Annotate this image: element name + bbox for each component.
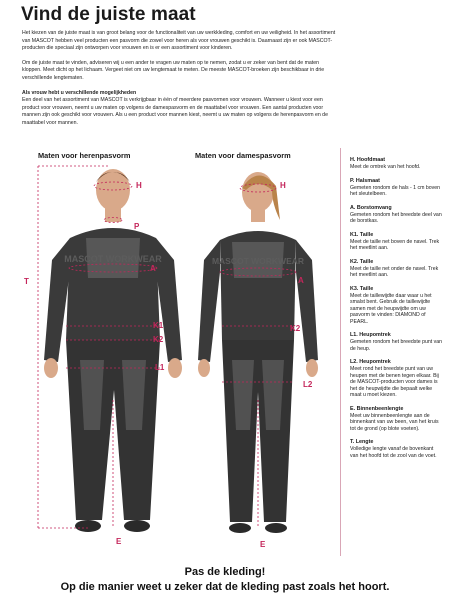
legend-text: Meet de omtrek van het hoofd. bbox=[350, 164, 421, 170]
legend-title: T. Lengte bbox=[350, 439, 374, 445]
legend-title: E. Binnenbeenlengte bbox=[350, 405, 404, 412]
legend-item-inseam bbox=[350, 406, 442, 433]
legend-title: A. Borstomvang bbox=[350, 204, 392, 211]
legend-title: L2. Heupomtrek bbox=[350, 359, 391, 365]
legend-item-waist-k1 bbox=[350, 232, 442, 252]
mark-K2-women: K2 bbox=[290, 324, 301, 333]
legend-text: Gemeten rondom de hals - 1 cm boven het sleutelbeen. bbox=[350, 184, 440, 197]
mark-E-women: E bbox=[260, 540, 266, 549]
legend-text: Meet uw binnenbeenlengte aan de binnenkant van uw been, van het kruis tot de grond (op blote voeten). bbox=[350, 412, 439, 432]
page-title: Vind de juiste maat bbox=[21, 4, 196, 25]
men-fit-heading: Maten voor herenpasvorm bbox=[38, 151, 131, 160]
mark-H-men: H bbox=[136, 181, 142, 190]
legend-item-chest bbox=[350, 205, 442, 225]
legend-item-hip-l1 bbox=[350, 332, 442, 352]
intro-subheading: Als vrouw hebt u verschillende mogelijkheden bbox=[22, 89, 137, 96]
footer-subline: Op die manier weet u zeker dat de kleding past zoals het hoort. bbox=[60, 581, 390, 593]
mark-E-men: E bbox=[116, 537, 122, 546]
legend-item-waist-k2 bbox=[350, 259, 442, 279]
legend-text: Meet de taille net boven de navel. Trek het meetlint aan. bbox=[350, 238, 440, 251]
measurement-figures bbox=[0, 160, 340, 560]
legend-item-neck bbox=[350, 178, 442, 198]
legend-text: Meet de taille net onder de navel. Trek het meetlint aan. bbox=[350, 265, 439, 278]
legend-text: Gemeten rondom het breedste punt van de heup. bbox=[350, 339, 442, 352]
mark-A-women: A bbox=[298, 276, 304, 285]
legend-title: P. Halsmaat bbox=[350, 177, 380, 184]
legend-item-waist-k3 bbox=[350, 286, 442, 326]
mark-H-women: H bbox=[280, 181, 286, 190]
intro-paragraph-2: Om de juiste maat te vinden, adviseren wij u een ander te vragen uw maten op te nemen, zodat u er zeker van bent dat de maten kloppen. Meet dicht op het lichaam. Vergeet niet om uw lengtemaat te meten. De meeste MASCOT-broeken zijn beschikbaar in drie verschillende lengtematen. bbox=[22, 59, 325, 81]
intro-paragraph-3: Een deel van het assortiment van MASCOT is verkrijgbaar in één of meerdere pasvormen voor vrouwen. Wanneer u kiest voor een product voor vrouwen, neemt u uw maten op volgens de damespasvorm en de maattabel voor vrouwen. Een aantal producten voor mannen zijn ook geschikt voor vrouwen. Als u een product voor mannen kiest, neemt u uw maten op volgens de herenpasvorm en de maattabel voor mannen. bbox=[22, 97, 328, 126]
legend-title: K1. Taille bbox=[350, 231, 374, 238]
legend-text: Volledige lengte vanaf de bovenkant van het hoofd tot de zool van de voet. bbox=[350, 446, 437, 459]
women-shirt-logo: MASCOT WORKWEAR bbox=[211, 256, 305, 266]
mark-P-men: P bbox=[134, 222, 140, 231]
mark-A-men: A bbox=[150, 264, 156, 273]
legend-title: L1. Heupomtrek bbox=[350, 332, 391, 338]
footer-headline: Pas de kleding! bbox=[184, 566, 266, 578]
legend-item-head bbox=[350, 157, 442, 171]
intro-paragraph-1: Het kiezen van de juiste maat is van groot belang voor de functionaliteit van uw werkkleding, comfort en uw veiligheid. In het assortiment van MASCOT hebben veel producten een pasvorm die zowel voor heren als voor vrouwen geschikt is. Daarnaast zijn er ook MASCOT-producten die speciaal zijn ontworpen voor vrouwen en is er een assortiment voor kinderen. bbox=[22, 30, 336, 52]
men-shirt-logo: MASCOT WORKWEAR bbox=[64, 254, 162, 264]
legend-text: Meet de taillewijdte daar waar u het smalst bent. Gebruik de taillewijdte samen met de heupwijdte om uw pasvorm te vinden: DIAMOND of PEARL. bbox=[350, 292, 432, 325]
women-fit-heading: Maten voor damespasvorm bbox=[195, 151, 291, 160]
legend-item-hip-l2 bbox=[350, 359, 442, 399]
intro-text bbox=[22, 30, 337, 135]
measurement-legend bbox=[350, 157, 442, 466]
legend-title: H. Hoofdmaat bbox=[350, 157, 386, 163]
legend-title: K2. Taille bbox=[350, 258, 374, 265]
mark-T-men: T bbox=[24, 277, 29, 286]
legend-text: Gemeten rondom het breedste deel van de borstkas. bbox=[350, 211, 442, 224]
legend-title: K3. Taille bbox=[350, 285, 374, 292]
mark-K1-men: K1 bbox=[153, 321, 164, 330]
legend-divider bbox=[340, 148, 341, 556]
mark-K2-men: K2 bbox=[153, 335, 164, 344]
legend-item-length bbox=[350, 439, 442, 459]
legend-text: Meet rond het breedste punt van uw heupen met de benen tegen elkaar. Bij de MASCOT-producten voor dames is het de heupwijdte die bepaalt welke maat u moet kiezen. bbox=[350, 366, 439, 398]
female-figure bbox=[198, 172, 318, 533]
mark-L2-women: L2 bbox=[303, 380, 313, 389]
mark-L1-men: L1 bbox=[155, 363, 165, 372]
